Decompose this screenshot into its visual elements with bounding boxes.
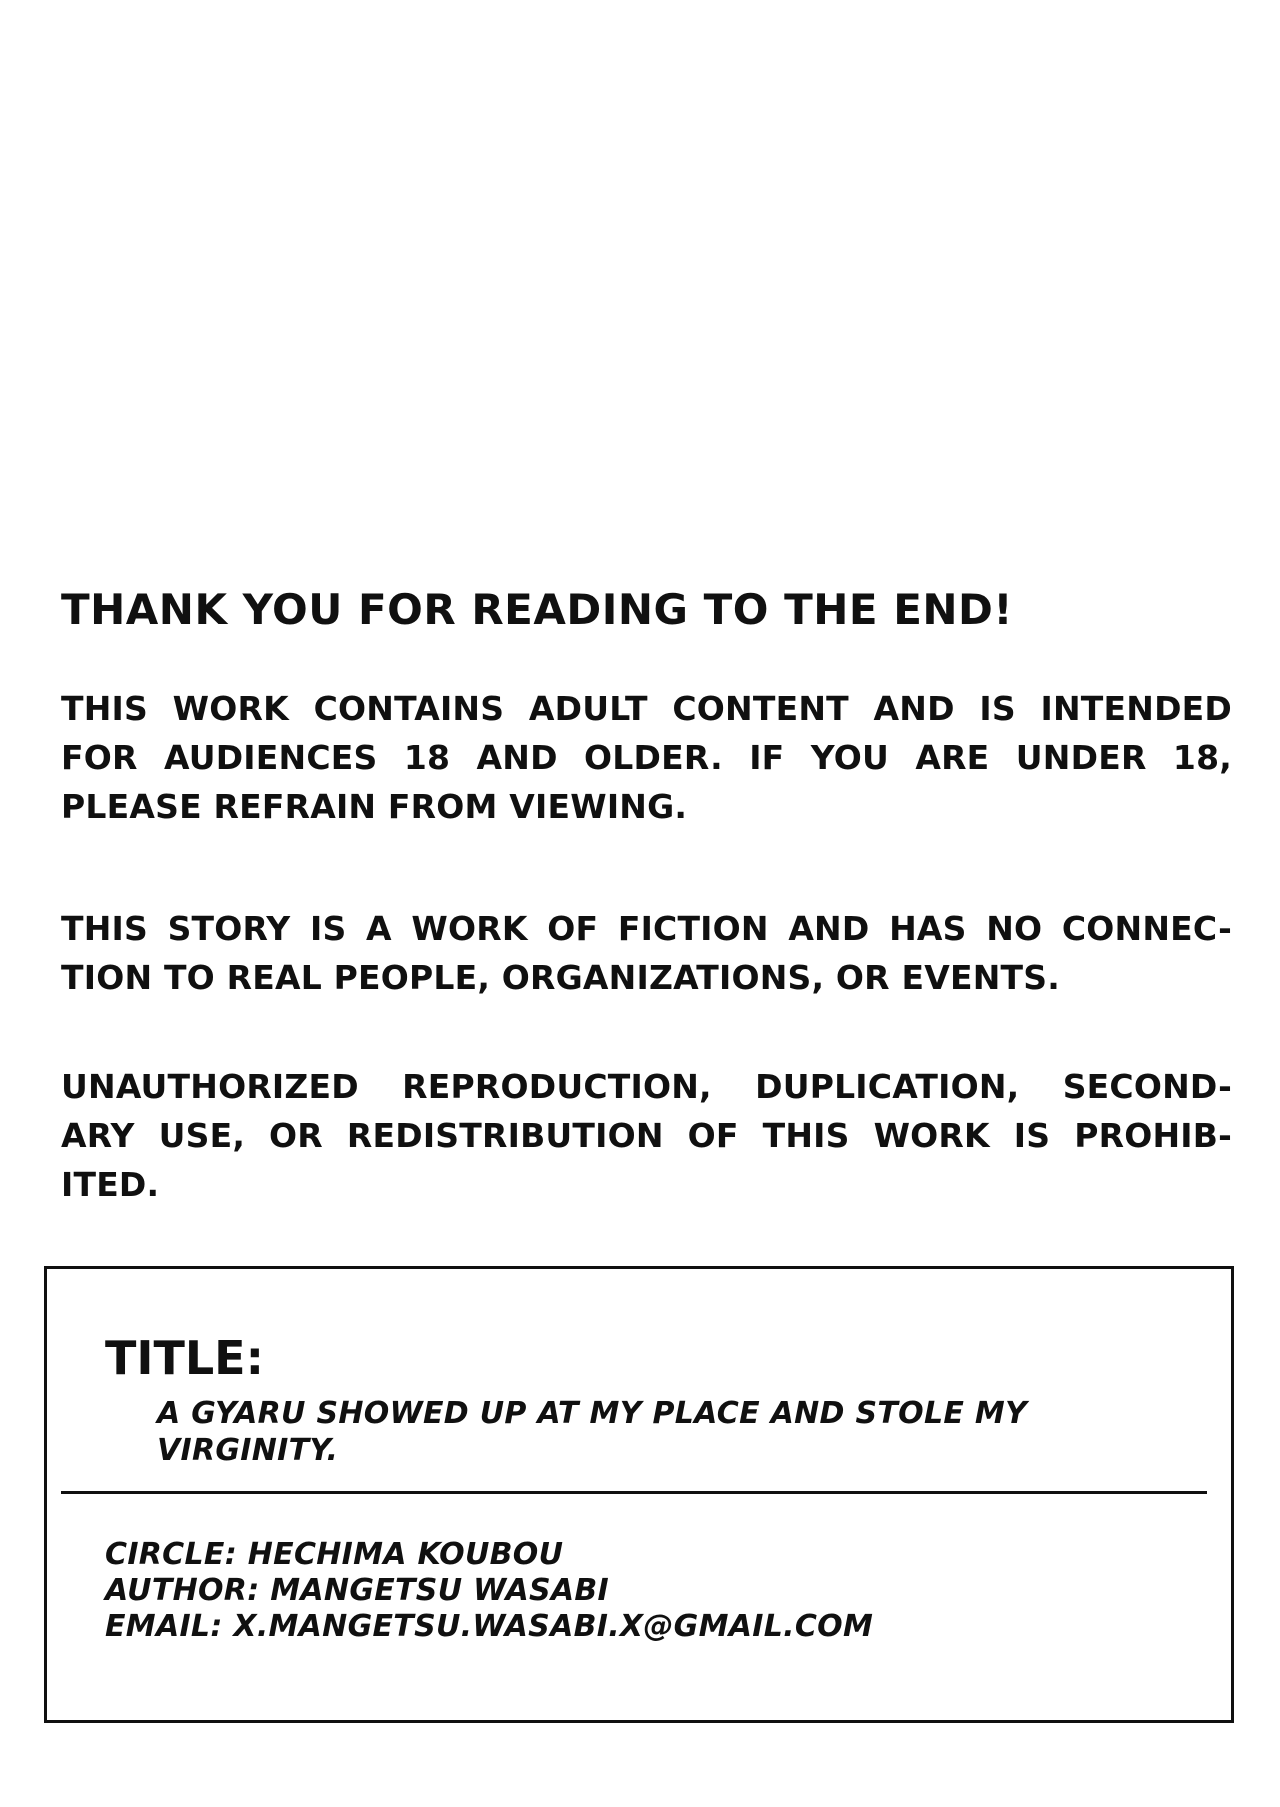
author-line: AUTHOR: MANGETSU WASABI [105,1573,610,1608]
paragraph-line: ARY USE, OR REDISTRIBUTION OF THIS WORK IS PROHIB- [61,1116,1232,1155]
paragraph-line: TION TO REAL PEOPLE, ORGANIZATIONS, OR EVENTS. [61,958,1060,997]
circle-line: CIRCLE: HECHIMA KOUBOU [105,1537,564,1572]
work-title [157,1395,1027,1469]
paragraph-line: THIS STORY IS A WORK OF FICTION AND HAS NO CONNEC- [61,909,1232,948]
email-line: EMAIL: X.MANGETSU.WASABI.X@GMAIL.COM [105,1609,874,1644]
adult-content-warning [61,684,1232,831]
credits-box [44,1266,1234,1723]
thank-you-heading: THANK YOU FOR READING TO THE END! [61,585,1014,634]
work-title-line: VIRGINITY. [157,1433,339,1468]
copyright-notice [61,1062,1232,1209]
paragraph-line: PLEASE REFRAIN FROM VIEWING. [61,787,688,826]
title-label: TITLE: [105,1331,265,1385]
paragraph-line: THIS WORK CONTAINS ADULT CONTENT AND IS INTENDED [61,689,1232,728]
paragraph-line: ITED. [61,1165,160,1204]
credits-list [105,1537,873,1645]
paragraph-line: FOR AUDIENCES 18 AND OLDER. IF YOU ARE UNDER 18, [61,738,1232,777]
paragraph-line: UNAUTHORIZED REPRODUCTION, DUPLICATION, SECOND- [61,1067,1232,1106]
fiction-disclaimer [61,904,1232,1002]
work-title-line: A GYARU SHOWED UP AT MY PLACE AND STOLE MY [157,1396,1028,1431]
divider-line [61,1491,1207,1494]
